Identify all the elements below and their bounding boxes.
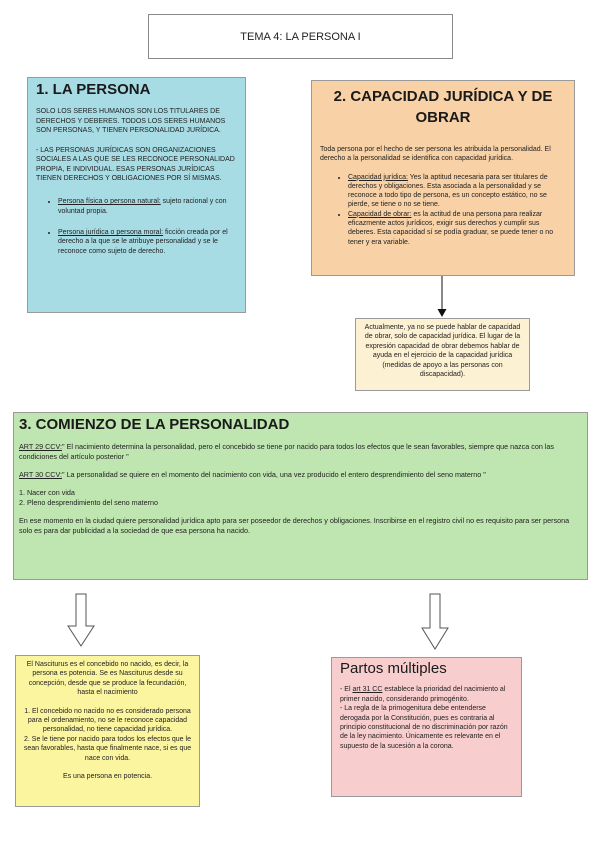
- persona-list: [36, 197, 237, 255]
- art30-ref: ART 30 CCV:: [19, 470, 63, 479]
- down-arrow-icon: [435, 276, 449, 318]
- comienzo-closing: En ese momento en la ciudad quiere personalidad jurídica apto para ser poseedor de derechos y obligaciones. Inscribirse en el registro civil no es requisito para ser persona solo es para dar publicidad a la sociedad de que esa persona ha nacido.: [19, 516, 570, 535]
- capacidad-list-item: [348, 210, 566, 247]
- requirement-item: 1. Nacer con vida: [19, 488, 75, 497]
- page-title: TEMA 4: LA PERSONA I: [240, 30, 361, 43]
- hollow-down-arrow-icon: [66, 593, 96, 648]
- partos-p1-prefix: - El: [340, 686, 353, 694]
- art30-paragraph: [19, 470, 582, 480]
- partos-box: [331, 657, 522, 797]
- capacidad-item-term: Capacidad jurídica:: [348, 173, 408, 181]
- title-box: [148, 14, 453, 59]
- art31-ref: art 31 CC: [352, 686, 383, 694]
- persona-box: [27, 77, 246, 313]
- actualmente-text: Actualmente, ya no se puede hablar de capacidad de obrar, solo de capacidad jurídica. El lugar de la expresión capacidad de obrar debemos hablar de ayuda en el ejercicio de la capacidad jurídica (medidas de apoyo a las personas con discapacidad).: [364, 324, 521, 379]
- art29-paragraph: [19, 442, 582, 462]
- persona-heading: 1. LA PERSONA: [36, 81, 151, 98]
- partos-para1: [340, 685, 513, 704]
- comienzo-heading: 3. COMIENZO DE LA PERSONALIDAD: [19, 416, 290, 433]
- capacidad-heading: 2. CAPACIDAD JURÍDICA Y DE OBRAR: [333, 88, 553, 126]
- requirement-item: 2. Pleno desprendimiento del seno materno: [19, 498, 159, 507]
- capacidad-item-text: es la actitud de una persona para realizar eficazmente actos jurídicos, exigir sus derechos y cumplir sus deberes. Esta capacidad sí se podía graduar, se puede tener o no tener y era variable.: [348, 210, 554, 246]
- partos-heading: Partos múltiples: [340, 660, 447, 677]
- capacidad-list-item: [348, 173, 566, 210]
- persona-item-term: Persona jurídica o persona moral:: [58, 228, 164, 236]
- nasciturus-para2: 1. El concebido no nacido no es considerado persona para el ordenamiento, no se le reconoce capacidad personalidad, no tiene capacidad jurídica. 2. Se le tiene por nacido para todos los efectos que le sean favorables, hasta que finalmente nace, si es que nace con vida.: [23, 707, 192, 762]
- partos-p1-text: establece la prioridad del nacimiento al primer nacido, considerando primogénito.: [340, 686, 506, 703]
- persona-item-text: sujeto racional y con voluntad propia.: [58, 198, 227, 215]
- art29-text: " El nacimiento determina la personalidad, pero el concebido se tiene por nacido para todos los efectos que le sean favorables, siempre que nazca con las condiciones del artículo posterior ": [19, 442, 555, 461]
- nasciturus-para3: Es una persona en potencia.: [62, 773, 153, 781]
- comienzo-box: [13, 412, 588, 580]
- nasciturus-box: [15, 655, 200, 807]
- persona-list-item: [58, 228, 237, 256]
- capacidad-list: [320, 173, 566, 247]
- capacidad-box: [311, 80, 575, 276]
- capacidad-item-term: Capacidad de obrar:: [348, 210, 412, 218]
- actualmente-box: [355, 318, 530, 391]
- hollow-down-arrow-icon: [420, 593, 450, 651]
- capacidad-item-text: Yes la aptitud necesaria para ser titulares de derechos y obligaciones. Esta asociada a la personalidad y se reconoce a todo tipo de persona, es un concepto estático, no se pierde, se tiene o no se tiene.: [348, 173, 548, 209]
- art30-text: " La personalidad se quiere en el momento del nacimiento con vida, una vez producido el entero desprendimiento del seno materno ": [62, 470, 486, 479]
- persona-item-term: Persona física o persona natural:: [58, 198, 161, 206]
- partos-para2: - La regla de la primogenitura debe entenderse derogada por la Constitución, pues es contraria al principio constitucional de no discriminación por razón de la ley nacimiento. Únicamente es relevante en el supuesto de la sucesión a la corona.: [340, 705, 508, 750]
- persona-list-item: [58, 197, 237, 216]
- persona-para2: - LAS PERSONAS JURÍDICAS SON ORGANIZACIONES SOCIALES A LAS QUE SE LES RECONOCE PERSONALIDAD PROPIA, E INDIVIDUAL. ESAS PERSONAS JURÍDICAS TIENEN DERECHOS Y OBLIGACIONES POR SÍ MISMAS.: [36, 147, 235, 183]
- capacidad-intro: Toda persona por el hecho de ser persona les atribuida la personalidad. El derecho a la personalidad se identifica con capacidad jurídica.: [320, 146, 551, 163]
- persona-para1: SOLO LOS SERES HUMANOS SON LOS TITULARES DE DERECHOS Y DEBERES. TODOS LOS SERES HUMANOS SON PERSONAS, Y TIENEN PERSONALIDAD JURÍDICA.: [36, 108, 226, 134]
- persona-item-text: ficción creada por el derecho a la que se le atribuye personalidad y se le reconoce como sujeto de derecho.: [58, 228, 228, 255]
- nasciturus-para1: El Nasciturus es el concebido no nacido, es decir, la persona es potencia. Se es Nasciturus desde su concepción, desde que se produce la fecundación, hasta el nacimiento: [26, 661, 189, 697]
- art29-ref: ART 29 CCV:: [19, 442, 63, 451]
